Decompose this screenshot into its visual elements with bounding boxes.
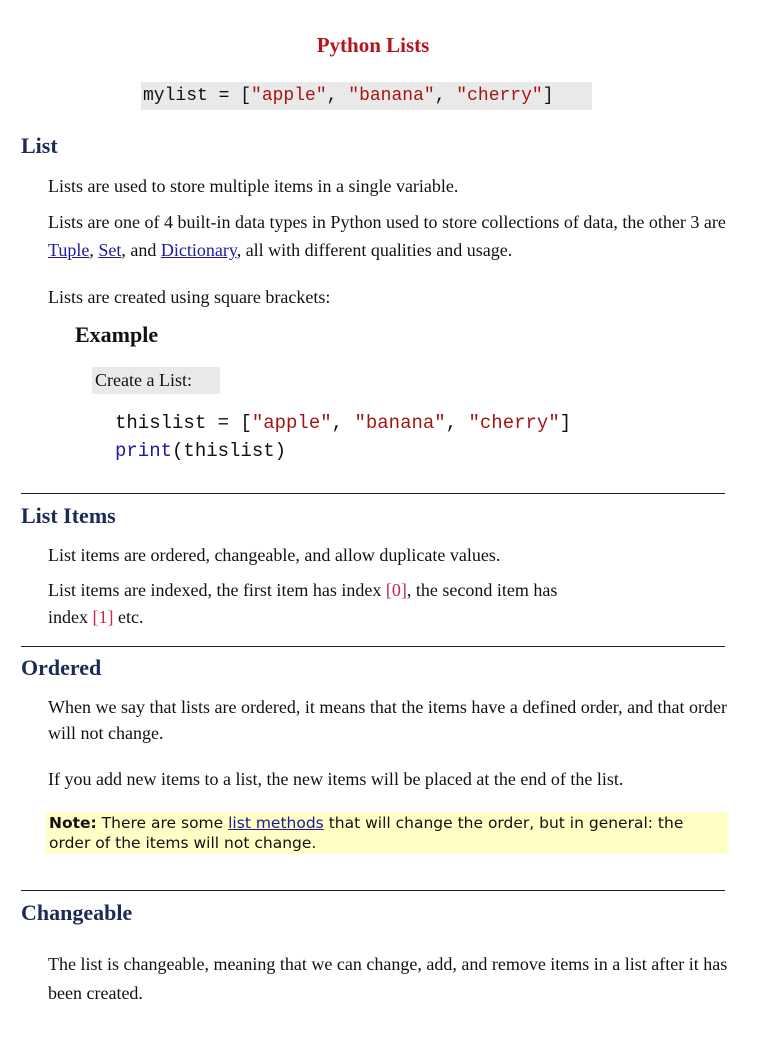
code-text: mylist = [	[143, 86, 252, 106]
heading-changeable: Changeable	[21, 900, 133, 925]
code-keyword: print	[115, 440, 173, 462]
index-zero: [0]	[385, 580, 407, 600]
code-text: (thislist)	[172, 440, 287, 462]
code-text: ,	[434, 86, 457, 106]
code-text: ,	[445, 412, 469, 434]
code-text: thislist = [	[115, 412, 252, 434]
code-text: ,	[326, 86, 349, 106]
example-code-line-2	[115, 437, 286, 465]
link-list-methods[interactable]: list methods	[228, 814, 324, 832]
section-divider	[21, 646, 725, 647]
note-label: Note:	[49, 814, 97, 832]
code-string: "apple"	[251, 412, 332, 434]
link-dictionary[interactable]: Dictionary	[160, 240, 237, 260]
heading-list: List	[21, 133, 58, 158]
code-text: ,	[331, 412, 355, 434]
changeable-paragraph-1: The list is changeable, meaning that we can change, add, and remove items in a list after it has been created.	[48, 954, 728, 1003]
note-text: There are some	[96, 814, 229, 832]
code-text: ]	[542, 86, 554, 106]
paragraph-text: , all with different qualities and usage.	[236, 240, 513, 260]
example-code-line-1	[115, 409, 571, 437]
items-paragraph-2-line-2	[48, 603, 738, 631]
heading-ordered: Ordered	[21, 655, 102, 680]
paragraph-text: , and	[121, 240, 161, 260]
example-label: Create a List:	[92, 367, 220, 394]
paragraph-text: etc.	[113, 607, 144, 627]
code-string: "banana"	[348, 86, 435, 106]
section-divider	[21, 890, 725, 891]
items-paragraph-2-line-1	[48, 576, 738, 604]
index-one: [1]	[92, 607, 114, 627]
paragraph-text: Lists are one of 4 built-in data types in Python used to store collections of data, the other 3 are	[48, 212, 726, 232]
intro-code-snippet	[141, 82, 592, 110]
paragraph-text: List items are indexed, the first item has index	[48, 580, 386, 600]
paragraph-text: index	[48, 607, 93, 627]
link-set[interactable]: Set	[98, 240, 122, 260]
code-string: "banana"	[354, 412, 446, 434]
list-paragraph-3: Lists are created using square brackets:	[48, 287, 331, 307]
paragraph-text: ,	[89, 240, 99, 260]
list-paragraph-1: Lists are used to store multiple items in a single variable.	[48, 176, 459, 196]
heading-list-items: List Items	[21, 503, 116, 528]
code-string: "cherry"	[468, 412, 560, 434]
example-heading: Example	[75, 322, 159, 347]
code-text: ]	[559, 412, 572, 434]
items-paragraph-1: List items are ordered, changeable, and allow duplicate values.	[48, 545, 501, 565]
list-paragraph-2	[48, 208, 728, 264]
paragraph-text: , the second item has	[406, 580, 558, 600]
code-string: "cherry"	[456, 86, 543, 106]
link-tuple[interactable]: Tuple	[48, 240, 90, 260]
note-box	[46, 812, 728, 854]
note-text: that will change the order, but in general: the order of the items will not change.	[49, 814, 684, 852]
section-divider	[21, 493, 725, 494]
code-string: "apple"	[251, 86, 327, 106]
ordered-paragraph-2: If you add new items to a list, the new items will be placed at the end of the list.	[48, 769, 624, 789]
ordered-paragraph-1: When we say that lists are ordered, it means that the items have a defined order, and that order will not change.	[48, 697, 728, 743]
page-title: Python Lists	[316, 33, 430, 57]
